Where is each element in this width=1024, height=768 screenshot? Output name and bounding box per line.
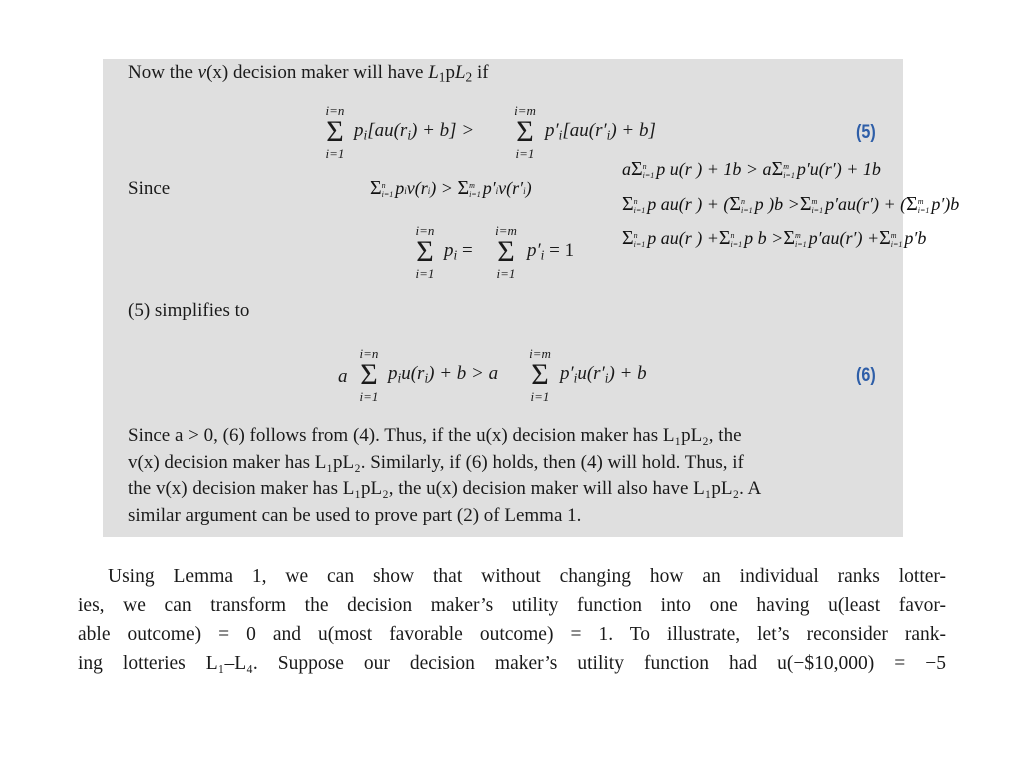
summation-symbol: i=n Σ i=1	[325, 103, 345, 161]
equation-6-rhs: $p'_iu(r'_i) + b$	[560, 363, 647, 386]
summation-symbol: i=m Σ i=1	[514, 103, 536, 161]
equation-number-6: (6)	[856, 365, 876, 386]
body-line: Using Lemma 1, we can show that without changing how an individual ranks lotter-	[108, 566, 946, 587]
annotation-line-2: Σ n i=1 p au(r ) + (Σ n i=1 p )b >Σ m i=1 p′au(r′) + (Σ m i=1 p′)b	[622, 193, 960, 215]
conclusion-line: the v(x) decision maker has L₁pL₂, the u(x) decision maker will also have L₁pL₂. A	[128, 478, 762, 499]
summation-symbol: i=m Σ i=1	[529, 346, 551, 404]
since-label: Since	[128, 178, 171, 199]
body-line: able outcome) = 0 and u(most favorable outcome) = 1. To illustrate, let’s reconsider rank-	[78, 624, 946, 645]
conclusion-line: Since a > 0, (6) follows from (4). Thus, if the u(x) decision maker has L₁pL₂, the	[128, 425, 742, 446]
coefficient-a: a	[338, 366, 348, 387]
equation-number-5: (5)	[856, 122, 876, 143]
probability-sum-lhs: $p_i$ =	[444, 240, 473, 263]
body-line: ing lotteries L₁–L₄. Suppose our decision maker’s utility function had u(−$10,000) = −5	[78, 653, 946, 674]
annotation-line-3: Σ n i=1 p au(r ) +Σ n i=1 p b >Σ m i=1 p′au(r′) +Σ m i=1 p′b	[622, 227, 927, 249]
equation-5-lhs: $p_i[au(r_i) + b]$ >	[354, 120, 475, 143]
since-inequality: Σ n i=1 piv(ri) > Σ m i=1 p′iv(r′i)	[370, 177, 532, 199]
conclusion-line: similar argument can be used to prove part (2) of Lemma 1.	[128, 505, 582, 526]
probability-sum-rhs: $p'_i = 1$	[527, 240, 575, 263]
summation-symbol: i=m Σ i=1	[495, 223, 517, 281]
annotation-line-1: aΣ n i=1 p u(r ) + 1b > aΣ m i=1 p′u(r′) + 1b	[622, 158, 881, 180]
equation-6-lhs: $p_iu(r_i) + b > a$	[388, 363, 499, 386]
summation-symbol: i=n Σ i=1	[415, 223, 435, 281]
conclusion-line: v(x) decision maker has L₁pL₂. Similarly, if (6) holds, then (4) will hold. Thus, if	[128, 452, 744, 473]
body-line: ies, we can transform the decision maker’s utility function into one having u(least favor-	[78, 595, 946, 616]
equation-5-rhs: $p'_i[au(r'_i) + b]$	[545, 120, 656, 143]
intro-line: Now the v(x) decision maker will have $L_1pL_2$ if	[128, 62, 489, 85]
summation-symbol: i=n Σ i=1	[359, 346, 379, 404]
simplifies-line: (5) simplifies to	[128, 300, 250, 321]
